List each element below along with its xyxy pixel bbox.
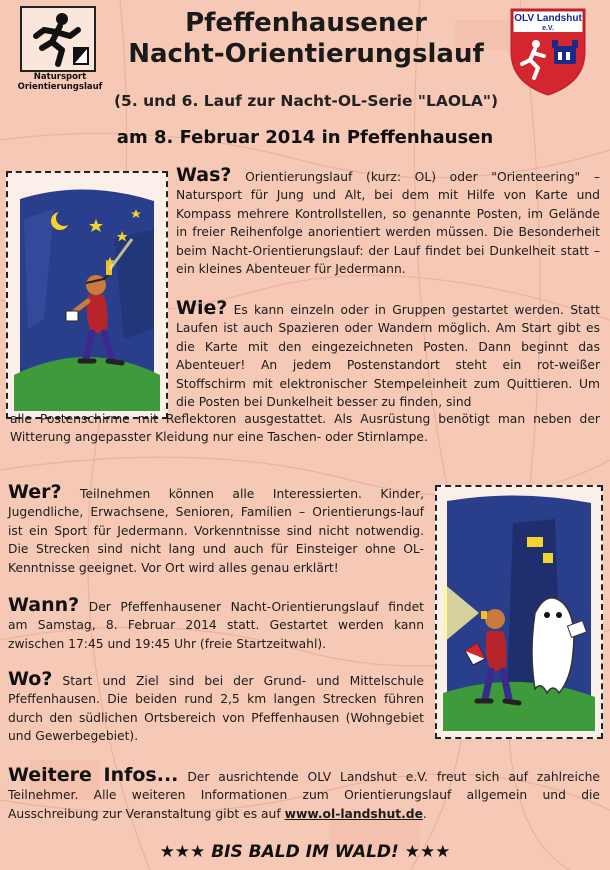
section-wie-continued: alle Postenschirme mit Reflektoren ausgestattet. Als Ausrüstung benötigt man neben der Witterung angepasster Kleidung nur eine Taschen- oder Stirnlampe. [10, 412, 600, 445]
section-weitere-infos [8, 766, 600, 823]
section-wie-text: Es kann einzeln oder in Gruppen gestartet werden. Statt Laufen ist auch Spazieren oder Wandern möglich. Am Start gibt es die Karte mit den eingezeichneten Posten. Dann beginnt das Abenteuer! An jedem Postenstandort steht ein rot-weißer Stoffschirm mit elektronischer Stempeleinheit zum Quittieren. Um die Posten bei Dunkelheit besser zu finden, sind [176, 303, 600, 410]
olv-landshut-shield [508, 6, 588, 96]
shield-text-line2: e.V. [542, 25, 554, 32]
section-was [176, 166, 600, 278]
section-wer-text: Teilnehmen können alle Interessierten. Kinder, Jugendliche, Erwachsene, Senioren, Familien – Orientierungs-lauf ist ein Sport für Jedermann. Vorkenntnisse sind nicht notwendig. Die Strecken sind nicht lang und auch für Einsteiger ohne OL-Kenntnisse geeignet. Vor Ort wird alles genau erklärt! [8, 487, 424, 575]
runner-icon [20, 6, 96, 72]
section-wie-heading: Wie? [176, 297, 228, 319]
logo-caption-line1: Natursport [33, 72, 87, 82]
website-link[interactable]: www.ol-landshut.de [284, 806, 423, 821]
title-line2: Nacht-Orientierungslauf [128, 39, 484, 69]
section-wo [8, 670, 424, 746]
ghost-runner-illustration [435, 485, 603, 739]
natursport-logo [14, 6, 102, 98]
event-date-line: am 8. Februar 2014 in Pfeffenhausen [116, 127, 494, 148]
section-wann-text: Der Pfeffenhausener Nacht-Orientierungslauf findet am Samstag, 8. Februar 2014 statt. Gestartet werden kann zwischen 17:45 und 19:45 Uhr (freie Startzeitwahl). [8, 600, 424, 651]
shield-text-line1: OLV Landshut [514, 13, 582, 24]
section-was-text: Orientierungslauf (kurz: OL) oder "Orienteering" – Natursport für Jung und Alt, bei dem mit Hilfe von Karte und Kompass mehrere Kontrollstellen, so genannte Posten, im Gelände in freier Reihenfolge anorientiert werden müssen. Die Besonderheit beim Nacht-Orientierungslauf: der Lauf findet bei Dunkelheit statt – ein kleines Abenteuer für Jedermann. [176, 170, 600, 277]
section-was-heading: Was? [176, 164, 232, 186]
section-wo-heading: Wo? [8, 668, 53, 690]
footer-slogan: ★★★ BIS BALD IM WALD! ★★★ [159, 842, 451, 862]
logo-caption-line2: Orientierungslauf [17, 82, 103, 92]
page-title [104, 8, 508, 70]
section-wer [8, 483, 424, 577]
section-wann-heading: Wann? [8, 594, 80, 616]
section-weitere-end: . [422, 806, 427, 821]
section-wie [176, 299, 600, 411]
section-wo-text: Start und Ziel sind bei der Grund- und Mittelschule Pfeffenhausen. Die beiden rund 2,5 km langen Strecken führen durch den südlichen Ortsbereich von Pfeffenhausen (Wohngebiet und Gewerbegebiet). [8, 674, 424, 744]
title-line1: Pfeffenhausener [185, 8, 427, 38]
page-subtitle: (5. und 6. Lauf zur Nacht-OL-Serie "LAOLA") [113, 92, 499, 110]
section-wer-heading: Wer? [8, 481, 62, 503]
night-runner-illustration [6, 171, 168, 419]
section-weitere-heading: Weitere Infos... [8, 764, 179, 786]
section-wann [8, 596, 424, 653]
section-weitere-text: Der ausrichtende OLV Landshut e.V. freut sich auf zahlreiche Teilnehmer. Alle weiteren Informationen zum Orientierungslauf allgemein und die Ausschreibung zur Veranstaltung gibt es auf [8, 770, 600, 821]
